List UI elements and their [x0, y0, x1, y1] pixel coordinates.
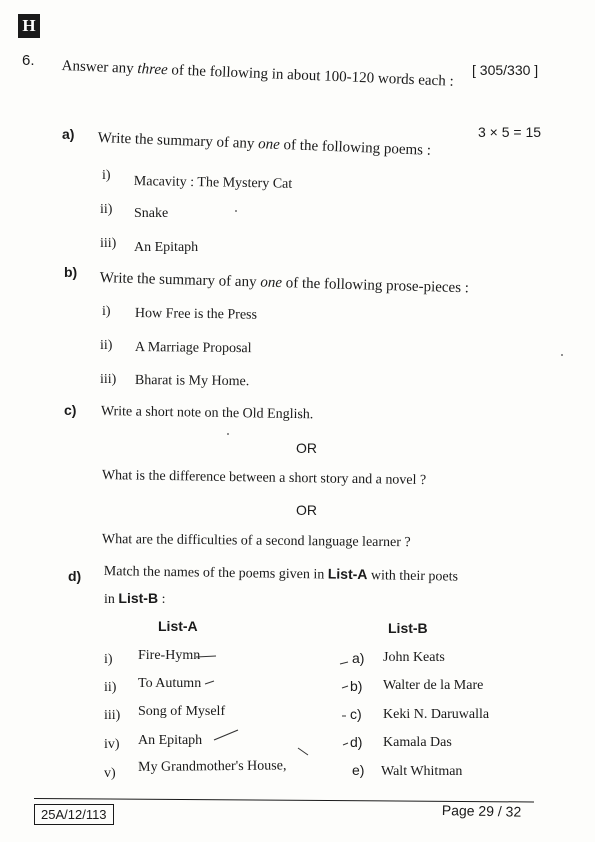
list-item: An Epitaph [134, 240, 199, 255]
list-item: Fire-Hymn [138, 648, 201, 663]
list-item: A Marriage Proposal [134, 340, 252, 357]
list-item-number: iii) [104, 708, 121, 723]
list-item-number: e) [352, 762, 365, 778]
list-item-number: ii) [100, 202, 113, 217]
question-instruction: Answer any three of the following in about 100-120 words each : [61, 58, 454, 90]
part-d-label: d) [68, 568, 82, 584]
list-item: Walt Whitman [381, 764, 463, 779]
list-item: Kamala Das [383, 735, 452, 750]
list-item: Keki N. Daruwalla [383, 707, 490, 722]
score-formula: 3 × 5 = 15 [478, 124, 542, 140]
list-item-number: iv) [104, 737, 120, 752]
list-item-number: i) [102, 168, 111, 183]
list-item: John Keats [383, 650, 445, 665]
part-d-line-1: Match the names of the poems given in List-A with their poets [103, 563, 459, 585]
list-item-number: i) [104, 652, 113, 667]
list-item: Macavity : The Mystery Cat [133, 174, 293, 192]
marks-reference: [ 305/330 ] [472, 62, 539, 78]
list-item-number: ii) [104, 680, 117, 695]
or-separator: OR [296, 502, 317, 518]
list-item-number: a) [352, 650, 365, 666]
or-separator: OR [296, 440, 317, 456]
list-item-number: iii) [100, 236, 117, 251]
page-number: Page 29 / 32 [441, 802, 522, 820]
list-item-number: i) [102, 304, 111, 319]
list-item-number: b) [350, 678, 363, 694]
list-item: How Free is the Press [134, 306, 258, 323]
list-item: To Autumn [138, 676, 202, 691]
part-a-label: a) [62, 126, 75, 142]
list-item: Snake [134, 206, 169, 221]
part-a-prompt: Write the summary of any one of the following poems : [97, 130, 432, 159]
list-b-header: List-B [388, 620, 428, 636]
list-item: Walter de la Mare [383, 678, 484, 693]
list-item-number: iii) [100, 372, 117, 387]
list-item: Bharat is My Home. [134, 373, 250, 390]
section-mark: H [18, 14, 40, 38]
part-c-label: c) [64, 402, 77, 418]
list-item-number: v) [104, 766, 116, 781]
list-item: Song of Myself [138, 704, 226, 719]
list-item-number: c) [350, 706, 362, 722]
list-item-number: d) [350, 734, 363, 750]
list-item: An Epitaph [138, 733, 203, 748]
list-item-number: ii) [100, 338, 113, 353]
question-number: 6. [22, 52, 35, 69]
part-b-prompt: Write the summary of any one of the following prose-pieces : [99, 270, 470, 297]
part-c-line-3: What are the difficulties of a second language learner ? [101, 532, 411, 551]
part-c-line-2: What is the difference between a short story and a novel ? [101, 468, 427, 489]
part-c-line-1: Write a short note on the Old English. [100, 404, 314, 423]
list-item: My Grandmother's House, [138, 758, 287, 775]
paper-code: 25A/12/113 [34, 804, 114, 825]
part-d-line-2: in List-B : [104, 590, 166, 607]
part-b-label: b) [64, 264, 78, 280]
list-a-header: List-A [158, 618, 198, 634]
